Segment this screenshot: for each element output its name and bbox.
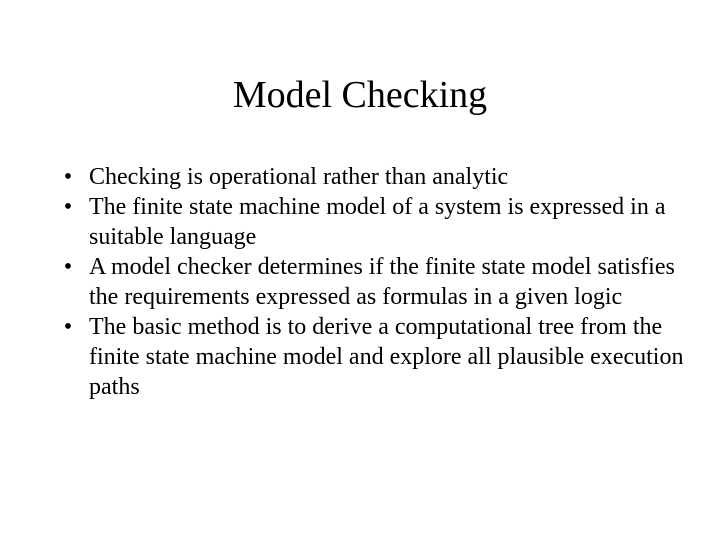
bullet-icon: • bbox=[63, 254, 73, 280]
bullet-item bbox=[58, 192, 688, 252]
bullet-icon: • bbox=[63, 164, 73, 190]
bullet-item bbox=[58, 312, 688, 402]
bullet-list bbox=[58, 162, 688, 402]
bullet-text: The basic method is to derive a computational tree from the finite state machine model and explore all plausible execution paths bbox=[89, 314, 684, 400]
bullet-icon: • bbox=[63, 194, 73, 220]
slide-title: Model Checking bbox=[232, 74, 488, 116]
bullet-item bbox=[58, 162, 688, 192]
bullet-item bbox=[58, 252, 688, 312]
bullet-text: Checking is operational rather than analytic bbox=[89, 164, 509, 190]
bullet-text: The finite state machine model of a system is expressed in a suitable language bbox=[89, 194, 666, 250]
bullet-text: A model checker determines if the finite state model satisfies the requirements expressed as formulas in a given logic bbox=[89, 254, 675, 310]
bullet-icon: • bbox=[63, 314, 73, 340]
